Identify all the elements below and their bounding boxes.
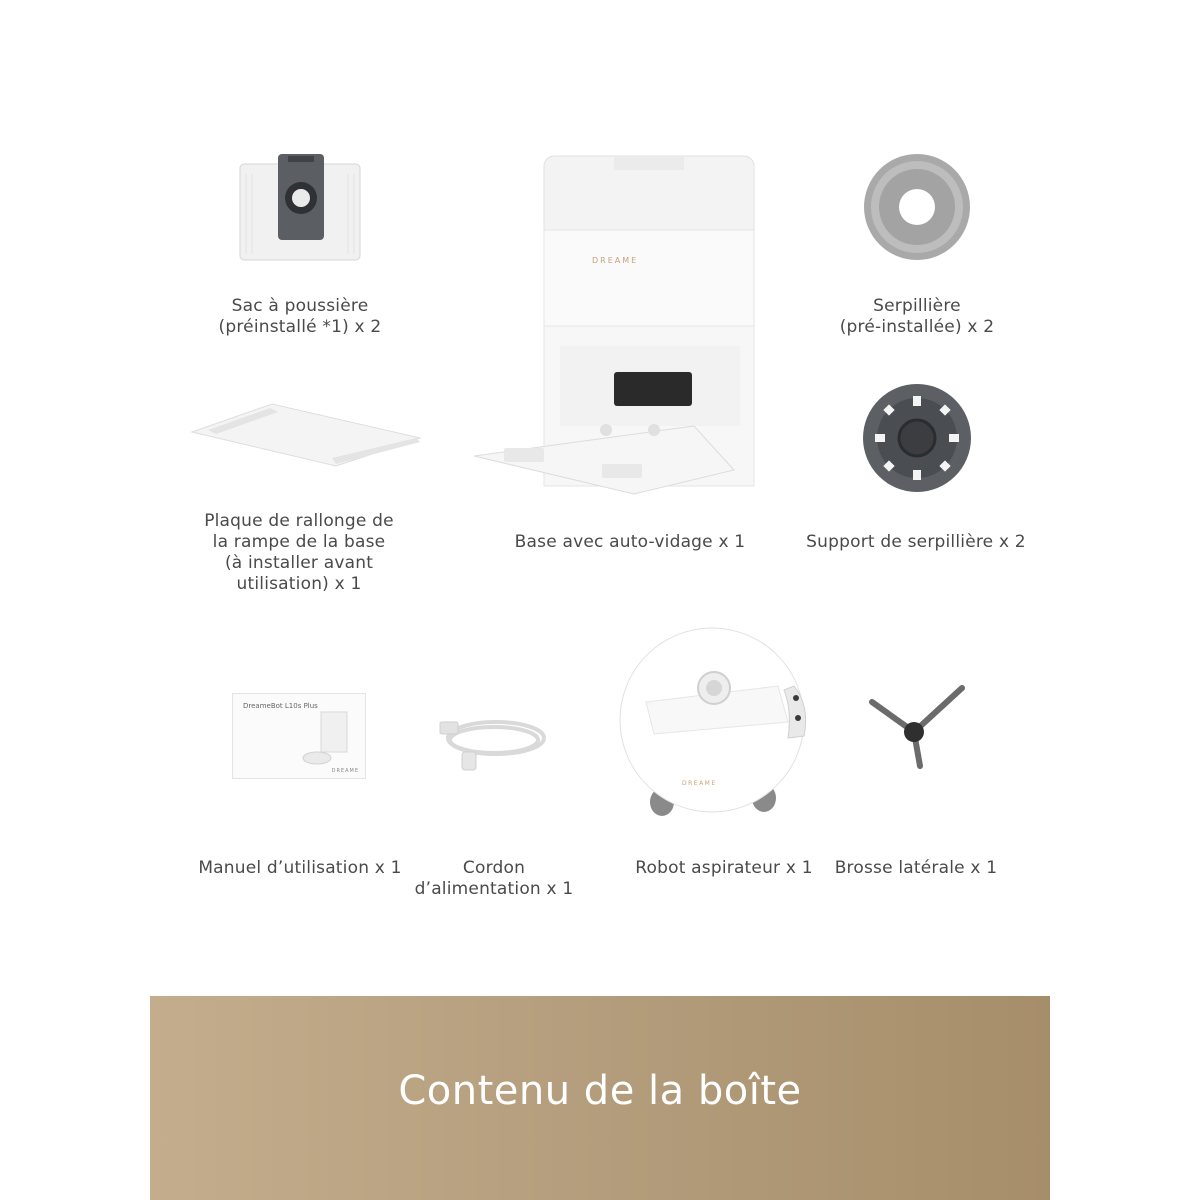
mop-holder-image (862, 382, 972, 494)
ramp-plate-label: Plaque de rallonge de la rampe de la base (à installer avant utilisation) x 1 (204, 511, 394, 594)
dust-bag-label: Sac à poussière (préinstallé *1) x 2 (218, 296, 382, 337)
base-label: Base avec auto-vidage x 1 (514, 532, 746, 552)
robot-vacuum-label: Robot aspirateur x 1 (635, 858, 813, 878)
self-emptying-base-image (474, 150, 774, 502)
manual-brand-text: DREAME (331, 768, 359, 774)
side-brush-label: Brosse latérale x 1 (834, 858, 998, 878)
side-brush-image (858, 678, 970, 770)
mop-holder-label: Support de serpillière x 2 (806, 532, 1026, 552)
ramp-plate-image (186, 400, 426, 470)
mop-label: Serpillière (pré-installée) x 2 (839, 296, 995, 337)
user-manual-image (232, 693, 366, 779)
power-cord-label: Cordon d’alimentation x 1 (414, 858, 574, 899)
title-banner (150, 996, 1050, 1200)
manual-cover-title: DreameBot L10s Plus (243, 702, 318, 710)
mop-pad-image (862, 152, 972, 262)
manual-label: Manuel d’utilisation x 1 (198, 858, 402, 878)
robot-brand-text: DREAME (682, 780, 717, 787)
dust-bag-image (236, 154, 364, 262)
robot-vacuum-image (618, 626, 812, 822)
power-cord-image (432, 708, 550, 776)
base-brand-text: DREAME (592, 256, 639, 265)
banner-title: Contenu de la boîte (398, 1068, 802, 1114)
